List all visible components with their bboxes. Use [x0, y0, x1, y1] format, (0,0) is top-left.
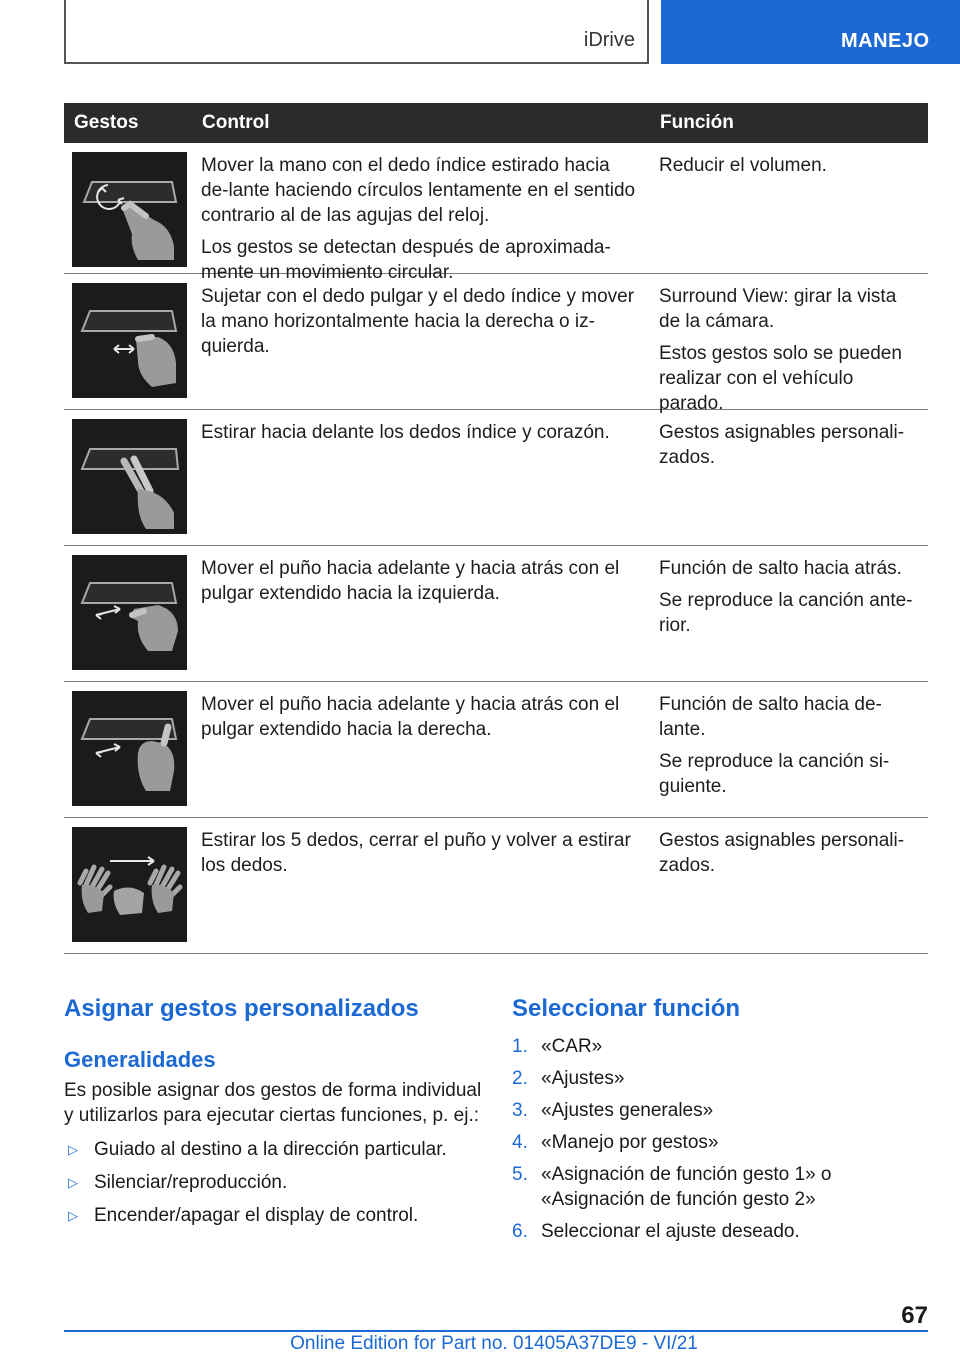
- table-row: [64, 143, 928, 283]
- table-row: [64, 818, 928, 954]
- control-cell: [192, 410, 650, 545]
- function-cell: [650, 682, 928, 817]
- edition-footer: Online Edition for Part no. 01405A37DE9 - VI/21: [290, 1333, 698, 1354]
- column-header-gestures: Gestos: [74, 112, 139, 133]
- function-note: Estos gestos solo se pueden realizar con el vehículo parado.: [659, 343, 902, 414]
- control-cell: [192, 143, 650, 283]
- table-header: [64, 103, 928, 143]
- function-cell: [650, 546, 928, 681]
- table-row: [64, 274, 928, 414]
- control-cell: [192, 682, 650, 817]
- function-text: Gestos asignables personali-zados.: [659, 422, 905, 468]
- function-text: Función de salto hacia de-lante.: [659, 694, 882, 740]
- step-number: 5.: [512, 1164, 528, 1185]
- triangle-bullet-icon: ▷: [68, 1175, 78, 1190]
- function-cell: [650, 143, 928, 273]
- control-text: Sujetar con el dedo pulgar y el dedo índice y mover la mano horizontalmente hacia la derecha o iz-quierda.: [201, 286, 635, 357]
- header-chapter-tab: [64, 0, 649, 64]
- column-header-control: Control: [202, 112, 270, 133]
- function-cell: [650, 274, 928, 414]
- step-text: «Ajustes»: [541, 1068, 625, 1089]
- table-row: [64, 682, 928, 818]
- list-item: [512, 1066, 928, 1091]
- step-number: 2.: [512, 1068, 528, 1089]
- column-header-function: Función: [660, 112, 734, 133]
- list-item: [512, 1098, 928, 1123]
- function-cell: [650, 818, 928, 953]
- two-finger-point-gesture-icon: [72, 419, 187, 534]
- list-item: ▷ Encender/apagar el display de control.: [64, 1203, 484, 1228]
- triangle-bullet-icon: ▷: [68, 1208, 78, 1223]
- table-row: [64, 546, 928, 682]
- general-paragraph: Es posible asignar dos gestos de forma individual y utilizarlos para ejecutar ciertas funciones, p. ej.:: [64, 1080, 482, 1126]
- control-note: Los gestos se detectan después de aproximada-mente un movimiento circular.: [201, 237, 611, 283]
- control-cell: [192, 818, 650, 953]
- control-text: Estirar los 5 dedos, cerrar el puño y volver a estirar los dedos.: [201, 830, 631, 876]
- triangle-bullet-icon: ▷: [68, 1142, 78, 1157]
- open-close-hand-gesture-icon: [72, 827, 187, 942]
- control-text: Estirar hacia delante los dedos índice y corazón.: [201, 422, 610, 443]
- pinch-swipe-gesture-icon: [72, 283, 187, 398]
- control-cell: [192, 546, 650, 681]
- function-text: Surround View: girar la vista de la cámara.: [659, 286, 897, 332]
- gesture-table: [64, 103, 928, 954]
- step-text: «CAR»: [541, 1036, 603, 1057]
- step-number: 1.: [512, 1036, 528, 1057]
- step-text: Seleccionar el ajuste deseado.: [541, 1221, 800, 1242]
- list-item: [512, 1219, 928, 1244]
- select-function-section: [512, 994, 928, 1251]
- footer-divider: [64, 1330, 928, 1332]
- control-cell: [192, 274, 650, 409]
- list-item: ▷ Guiado al destino a la dirección particular.: [64, 1137, 484, 1162]
- control-text: Mover la mano con el dedo índice estirado hacia de-lante haciendo círculos lentamente en el sentido contrario al de las agujas del reloj.: [201, 155, 636, 226]
- list-item: [512, 1034, 928, 1059]
- list-item: [512, 1162, 928, 1212]
- assign-gestures-heading: Asignar gestos personalizados: [64, 995, 419, 1022]
- function-text: Función de salto hacia atrás.: [659, 558, 902, 579]
- control-text: Mover el puño hacia adelante y hacia atrás con el pulgar extendido hacia la izquierda.: [201, 558, 620, 604]
- select-function-heading: Seleccionar función: [512, 995, 741, 1022]
- example-functions-list: [64, 1137, 484, 1228]
- assign-gestures-section: [64, 994, 484, 1236]
- function-note: Se reproduce la canción ante-rior.: [659, 590, 913, 636]
- steps-list: [512, 1034, 928, 1244]
- step-text: «Ajustes generales»: [541, 1100, 714, 1121]
- step-text: «Manejo por gestos»: [541, 1132, 719, 1153]
- function-note: Se reproduce la canción si-guiente.: [659, 751, 890, 797]
- function-text: Gestos asignables personali-zados.: [659, 830, 905, 876]
- step-number: 3.: [512, 1100, 528, 1121]
- list-item: ▷ Silenciar/reproducción.: [64, 1170, 484, 1195]
- function-text: Reducir el volumen.: [659, 155, 827, 176]
- thumb-left-gesture-icon: [72, 555, 187, 670]
- header-section-tab: [661, 0, 960, 64]
- chapter-title: iDrive: [583, 29, 635, 51]
- page-number: 67: [901, 1302, 928, 1329]
- section-title: MANEJO: [841, 30, 930, 52]
- step-text: «Asignación de función gesto 1» o «Asignación de función gesto 2»: [541, 1164, 832, 1210]
- thumb-right-gesture-icon: [72, 691, 187, 806]
- control-text: Mover el puño hacia adelante y hacia atrás con el pulgar extendido hacia la derecha.: [201, 694, 620, 740]
- step-number: 6.: [512, 1221, 528, 1242]
- step-number: 4.: [512, 1132, 528, 1153]
- rotate-counterclockwise-gesture-icon: [72, 152, 187, 267]
- list-item: [512, 1130, 928, 1155]
- function-cell: [650, 410, 928, 545]
- table-row: [64, 410, 928, 546]
- general-heading: Generalidades: [64, 1047, 216, 1072]
